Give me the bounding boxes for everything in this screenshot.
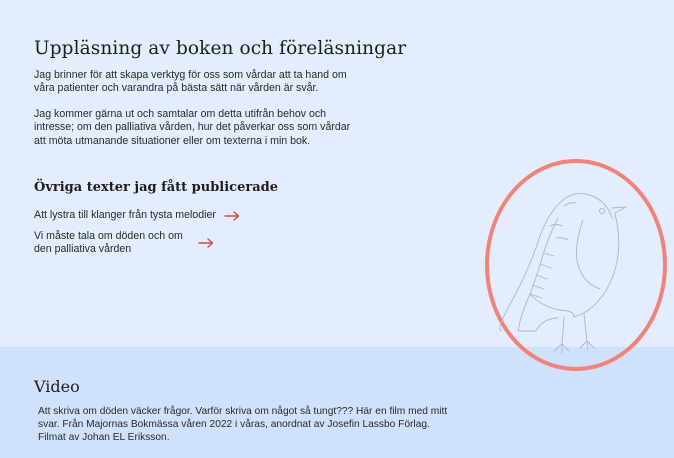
intro-heading: Uppläsning av boken och föreläsningar bbox=[34, 38, 407, 59]
video-heading: Video bbox=[34, 377, 80, 396]
arrow-right-icon bbox=[224, 211, 240, 221]
intro-paragraph-1: Jag brinner för att skapa verktyg för oss som vårdar att ta hand om våra patienter och varandra på bästa sätt när vården är svår. bbox=[34, 69, 347, 95]
other-text-link-label: Att lystra till klanger från tysta melodier bbox=[34, 209, 216, 221]
other-text-link-1[interactable] bbox=[34, 209, 240, 222]
video-description: Att skriva om döden väcker frågor. Varför skriva om något så tungt??? Här en film med mitt svar. Från Majornas Bokmässa våren 2022 i våras, anordnat av Josefin Lassbo Förlag. Filmat av Johan EL Eriksson. bbox=[38, 406, 448, 443]
robin-bird-icon bbox=[484, 158, 668, 374]
other-texts-heading: Övriga texter jag fått publicerade bbox=[34, 180, 279, 195]
intro-paragraph-2: Jag kommer gärna ut och samtalar om detta utifrån behov och intresse; om den palliativa vården, hur det påverkar oss som vårdar att möta utmanande situationer eller om texterna i min bok. bbox=[34, 108, 351, 147]
other-text-link-label: Vi måste tala om döden och om den palliativa vården bbox=[34, 230, 183, 256]
other-text-link-2[interactable] bbox=[34, 230, 214, 257]
arrow-right-icon bbox=[198, 238, 214, 248]
robin-bird-illustration bbox=[484, 158, 668, 374]
